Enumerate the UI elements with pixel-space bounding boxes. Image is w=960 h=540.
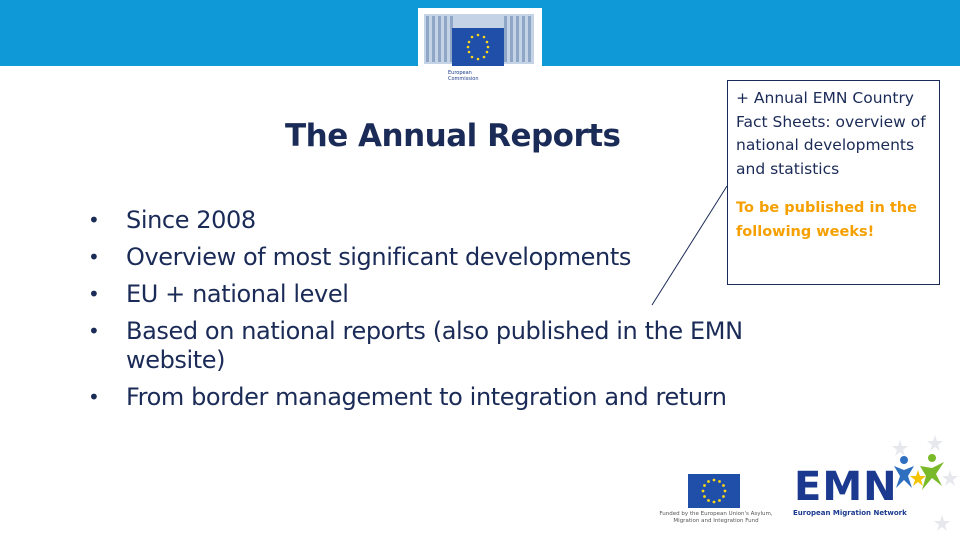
eu-flag-icon: [688, 474, 740, 508]
callout-note: To be published in the following weeks!: [736, 200, 917, 240]
bullet-text: Based on national reports (also published in the EMN website): [126, 317, 743, 374]
bullet-dot-icon: •: [88, 385, 100, 409]
emn-logo-text: EMN: [794, 464, 898, 510]
bullet-dot-icon: •: [88, 319, 100, 343]
funded-by-text: Funded by the European Union's Asylum, Migration and Integration Fund: [659, 511, 773, 524]
bullet-dot-icon: •: [88, 208, 100, 232]
emn-figures-icon: [890, 452, 950, 502]
slide-title: The Annual Reports: [285, 118, 621, 154]
bullet-text: Since 2008: [126, 206, 256, 234]
bullet-dot-icon: •: [88, 245, 100, 269]
bullet-text: EU + national level: [126, 280, 349, 308]
bullet-text: From border management to integration and return: [126, 383, 727, 411]
callout-box: [727, 80, 940, 285]
ec-logo-line2: Commission: [448, 76, 479, 82]
emn-subtitle: European Migration Network: [793, 509, 907, 517]
bullet-text: Overview of most significant developments: [126, 243, 631, 271]
callout-text: + Annual EMN Country Fact Sheets: overview of national developments and statistics: [736, 89, 926, 178]
ec-logo-line1: European: [448, 70, 472, 76]
bullet-dot-icon: •: [88, 282, 100, 306]
